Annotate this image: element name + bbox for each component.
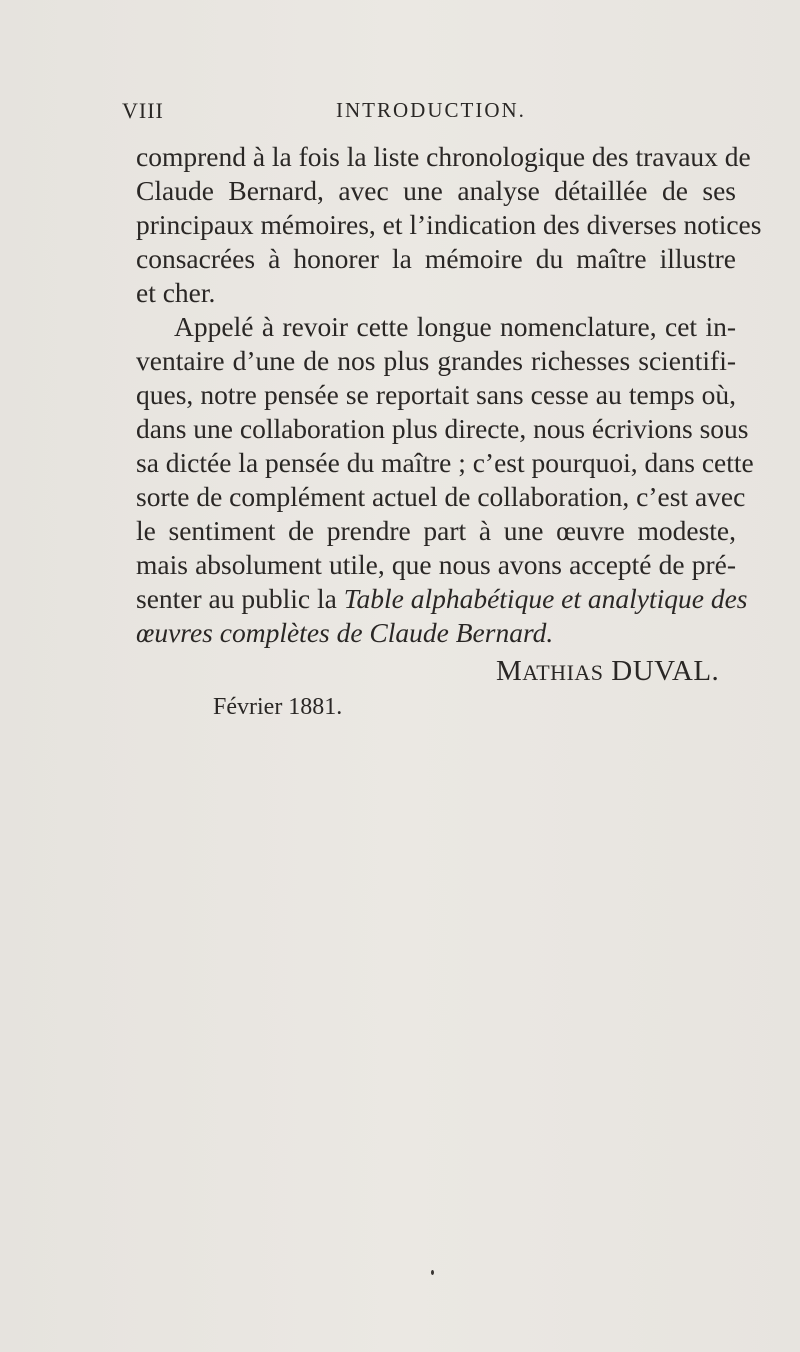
running-head: INTRODUCTION. — [336, 98, 526, 122]
text-line: mais absolument utile, que nous avons accepté de pré- — [136, 549, 736, 580]
text-line: le sentiment de prendre part à une œuvre modeste, — [136, 515, 736, 546]
book-title-italic: Table alphabétique et analytique des — [343, 583, 748, 614]
text-line: sa dictée la pensée du maître ; c’est pourquoi, dans cette — [136, 447, 754, 478]
text-line: Appelé à revoir cette longue nomenclature, cet in- — [174, 311, 736, 342]
page-number: VIII — [122, 98, 164, 123]
text-line: sorte de complément actuel de collaboration, c’est avec — [136, 481, 746, 512]
text-line: et cher. — [136, 277, 216, 308]
date-line: Février 1881. — [213, 694, 343, 720]
author-last-name: DUVAL. — [611, 655, 720, 687]
text-line: comprend à la fois la liste chronologique des travaux de — [136, 141, 751, 172]
text-line: dans une collaboration plus directe, nous écrivions sous — [136, 413, 749, 444]
ink-speck — [431, 1270, 434, 1275]
text-line: Claude Bernard, avec une analyse détaillée de ses — [136, 175, 736, 206]
text-line: consacrées à honorer la mémoire du maître illustre — [136, 243, 736, 274]
text-line: principaux mémoires, et l’indication des diverses notices — [136, 209, 762, 240]
text-line-mixed — [136, 582, 748, 616]
book-title-italic: œuvres complètes de Claude Bernard. — [136, 617, 554, 648]
author-signature — [496, 655, 719, 688]
text-line: ques, notre pensée se reportait sans cesse au temps où, — [136, 379, 736, 410]
author-first-name: MATHIAS — [496, 655, 604, 687]
text-run: senter au public la — [136, 583, 344, 614]
text-line: ventaire d’une de nos plus grandes richesses scientifi- — [136, 345, 736, 376]
